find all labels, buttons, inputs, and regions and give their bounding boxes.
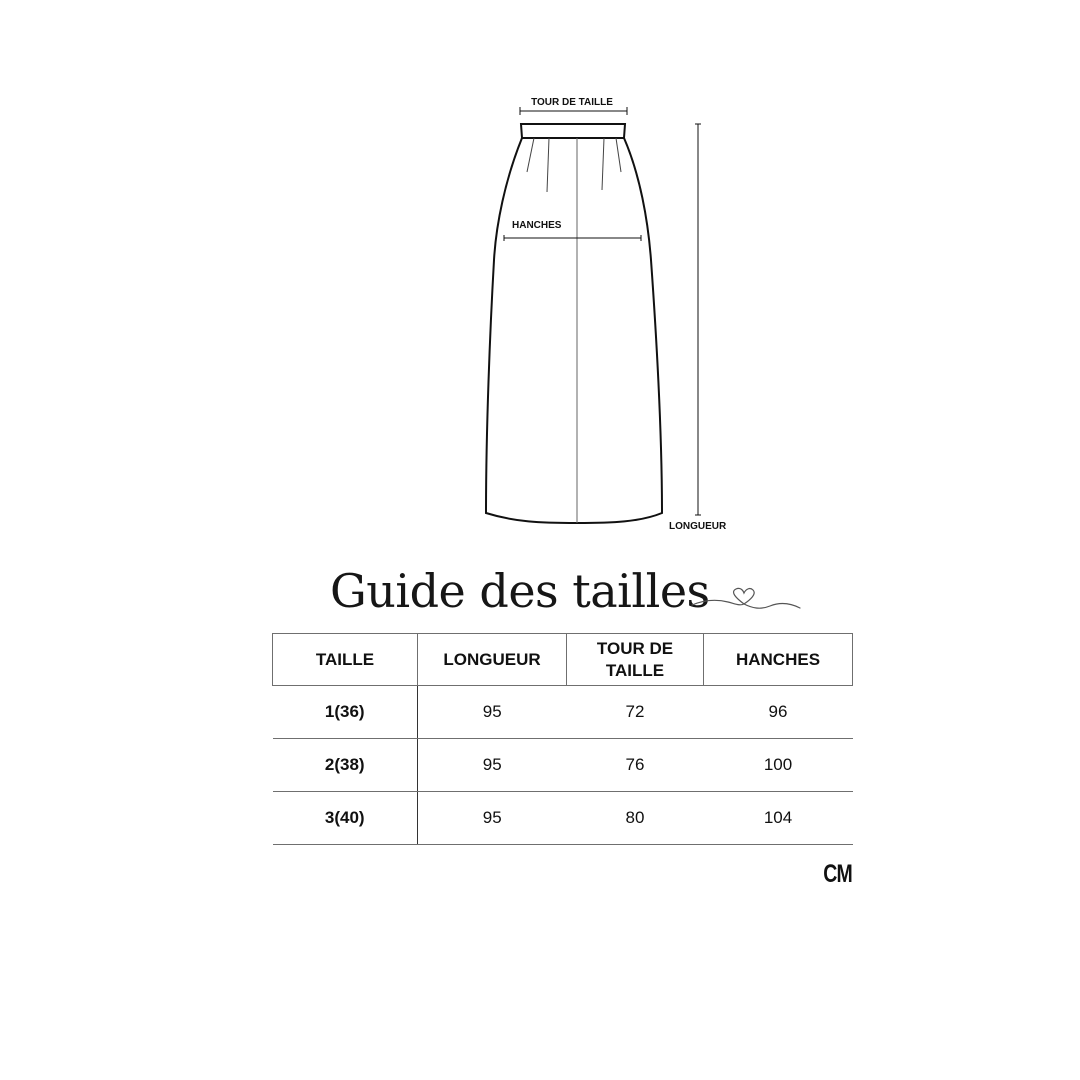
table-row (273, 686, 853, 739)
header-longueur: LONGUEUR (418, 634, 567, 686)
length-cell: 95 (418, 686, 567, 739)
heart-flourish-icon (690, 578, 802, 614)
size-table (272, 633, 853, 845)
length-label: LONGUEUR (669, 521, 727, 532)
size-cell: 1(36) (273, 686, 418, 739)
waistband (521, 124, 625, 138)
waist-cell: 76 (567, 739, 704, 792)
length-cell: 95 (418, 739, 567, 792)
hips-label: HANCHES (512, 220, 562, 231)
title-row (0, 556, 1080, 630)
header-tour-de-taille: TOUR DE TAILLE (567, 634, 704, 686)
skirt-outline (486, 138, 662, 523)
hips-cell: 100 (704, 739, 853, 792)
length-cell: 95 (418, 792, 567, 845)
darts (527, 138, 621, 192)
table-row (273, 792, 853, 845)
length-measure-line (695, 124, 701, 515)
waist-measure-line (520, 107, 627, 115)
unit-label: CM (823, 860, 852, 888)
size-cell: 2(38) (273, 739, 418, 792)
table-row (273, 739, 853, 792)
hips-measure-line (504, 235, 641, 241)
header-taille: TAILLE (273, 634, 418, 686)
waist-label: TOUR DE TAILLE (531, 97, 613, 108)
hips-cell: 104 (704, 792, 853, 845)
page-title: Guide des tailles (330, 564, 710, 618)
header-hanches: HANCHES (704, 634, 853, 686)
table-header-row (273, 634, 853, 686)
size-cell: 3(40) (273, 792, 418, 845)
waist-cell: 72 (567, 686, 704, 739)
hips-cell: 96 (704, 686, 853, 739)
waist-cell: 80 (567, 792, 704, 845)
